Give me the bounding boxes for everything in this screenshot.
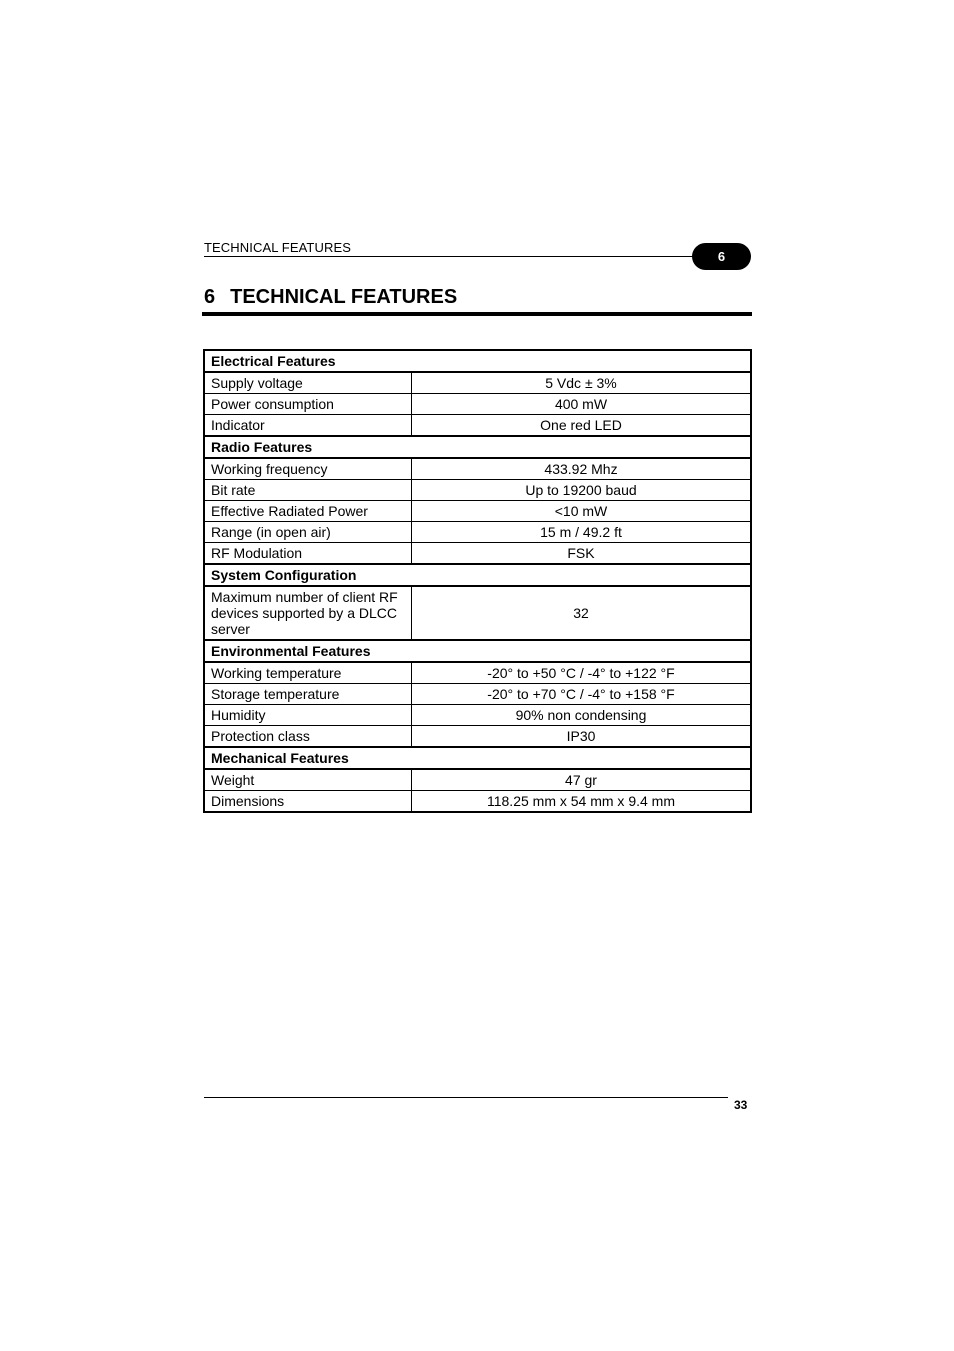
technical-features-table	[203, 349, 752, 813]
feature-value: Up to 19200 baud	[412, 480, 752, 501]
chapter-heading	[204, 286, 457, 309]
section-header-row	[204, 564, 751, 586]
table-row	[204, 586, 751, 640]
feature-label: Humidity	[204, 705, 412, 726]
feature-label: Maximum number of client RF devices supported by a DLCC server	[204, 586, 412, 640]
feature-label: Protection class	[204, 726, 412, 748]
table-row	[204, 726, 751, 748]
feature-value: One red LED	[412, 415, 752, 437]
chapter-title: TECHNICAL FEATURES	[230, 286, 458, 308]
table-row	[204, 662, 751, 684]
table-row	[204, 522, 751, 543]
feature-label: Indicator	[204, 415, 412, 437]
table-row	[204, 705, 751, 726]
feature-value: <10 mW	[412, 501, 752, 522]
feature-label: Storage temperature	[204, 684, 412, 705]
chapter-tab: 6	[692, 243, 751, 270]
section-title: Environmental Features	[204, 640, 751, 662]
section-title: System Configuration	[204, 564, 751, 586]
header-rule	[204, 256, 704, 257]
table-row	[204, 415, 751, 437]
feature-value: -20° to +50 °C / -4° to +122 °F	[412, 662, 752, 684]
feature-value: 32	[412, 586, 752, 640]
feature-label: Effective Radiated Power	[204, 501, 412, 522]
feature-value: 47 gr	[412, 769, 752, 791]
feature-value: 90% non condensing	[412, 705, 752, 726]
feature-value: 118.25 mm x 54 mm x 9.4 mm	[412, 791, 752, 813]
table-row	[204, 543, 751, 565]
feature-label: Working temperature	[204, 662, 412, 684]
feature-value: 433.92 Mhz	[412, 458, 752, 480]
feature-value: -20° to +70 °C / -4° to +158 °F	[412, 684, 752, 705]
feature-value: 15 m / 49.2 ft	[412, 522, 752, 543]
feature-label: Dimensions	[204, 791, 412, 813]
chapter-number: 6	[204, 286, 216, 308]
feature-label: RF Modulation	[204, 543, 412, 565]
table-row	[204, 501, 751, 522]
section-header-row	[204, 436, 751, 458]
table-row	[204, 372, 751, 394]
table-row	[204, 480, 751, 501]
section-title: Mechanical Features	[204, 747, 751, 769]
feature-label: Working frequency	[204, 458, 412, 480]
feature-value: 400 mW	[412, 394, 752, 415]
table-row	[204, 394, 751, 415]
running-header: TECHNICAL FEATURES	[204, 240, 351, 255]
feature-value: FSK	[412, 543, 752, 565]
feature-label: Range (in open air)	[204, 522, 412, 543]
table-row	[204, 791, 751, 813]
footer-rule	[204, 1097, 728, 1098]
page-number: 33	[734, 1098, 748, 1112]
table-row	[204, 684, 751, 705]
feature-label: Power consumption	[204, 394, 412, 415]
feature-label: Supply voltage	[204, 372, 412, 394]
section-title: Radio Features	[204, 436, 751, 458]
table-row	[204, 769, 751, 791]
table-row	[204, 458, 751, 480]
feature-value: IP30	[412, 726, 752, 748]
feature-value: 5 Vdc ± 3%	[412, 372, 752, 394]
feature-label: Bit rate	[204, 480, 412, 501]
title-rule	[202, 312, 752, 316]
section-header-row	[204, 747, 751, 769]
section-header-row	[204, 640, 751, 662]
section-title: Electrical Features	[204, 350, 751, 372]
feature-label: Weight	[204, 769, 412, 791]
section-header-row	[204, 350, 751, 372]
